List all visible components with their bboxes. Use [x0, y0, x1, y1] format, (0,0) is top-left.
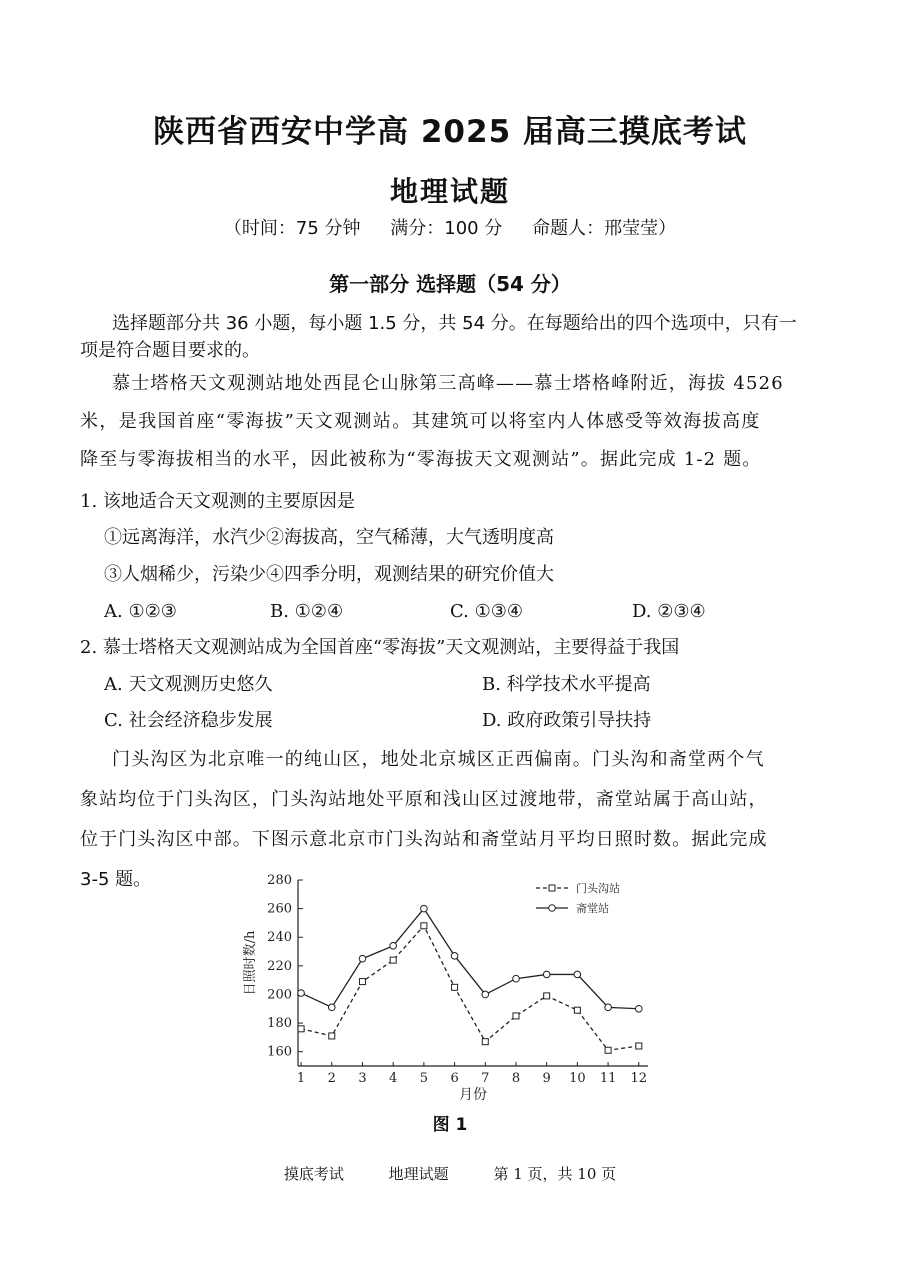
- data-point-square: [482, 1039, 488, 1045]
- exam-time: （时间：75 分钟: [223, 218, 361, 239]
- x-tick-label: 10: [569, 1071, 586, 1086]
- q2-option-b: B. 科学技术水平提高: [482, 674, 651, 695]
- data-point-square: [636, 1043, 642, 1049]
- legend-marker-circle: [549, 905, 556, 912]
- section-title: 第一部分 选择题（54 分）: [329, 272, 571, 296]
- data-point-square: [390, 957, 396, 963]
- passage2-line-4: 3-5 题。: [80, 869, 152, 890]
- x-tick-label: 9: [542, 1071, 551, 1086]
- x-tick-label: 5: [419, 1071, 429, 1086]
- footer-page: 第 1 页，共 10 页: [493, 1165, 617, 1183]
- q2-option-d: D. 政府政策引导扶持: [482, 710, 652, 731]
- exam-info: [0, 214, 900, 240]
- data-point-circle: [451, 953, 458, 960]
- exam-title: 陕西省西安中学高 2025 届高三摸底考试: [153, 114, 747, 150]
- sunshine-chart: [240, 866, 660, 1116]
- q2-stem: 2. 慕士塔格天文观测站成为全国首座“零海拔”天文观测站，主要得益于我国: [80, 637, 680, 658]
- passage2-line-1: 门头沟区为北京唯一的纯山区，地处北京城区正西偏南。门头沟和斋堂两个气: [112, 749, 765, 770]
- exam-author: 命题人：邢莹莹）: [532, 218, 677, 239]
- data-point-circle: [513, 975, 520, 982]
- exam-score: 满分：100 分: [390, 218, 503, 239]
- y-tick-label: 280: [267, 873, 292, 888]
- subject-title: 地理试题: [389, 175, 510, 208]
- y-tick-label: 160: [267, 1044, 292, 1060]
- x-tick-label: 12: [630, 1071, 648, 1086]
- data-point-circle: [359, 955, 366, 962]
- data-point-circle: [390, 943, 397, 950]
- data-point-circle: [543, 971, 550, 978]
- footer-subject: 地理试题: [388, 1165, 449, 1183]
- legend-marker-square: [549, 885, 555, 891]
- x-axis-label: 月份: [459, 1087, 487, 1103]
- data-point-square: [452, 984, 458, 990]
- q1-items-line-2: ③人烟稀少，污染少④四季分明，观测结果的研究价值大: [104, 564, 554, 585]
- y-tick-label: 260: [267, 901, 292, 917]
- q1-items-line-1: ①远离海洋，水汽少②海拔高，空气稀薄，大气透明度高: [104, 527, 554, 548]
- x-tick-label: 3: [358, 1071, 367, 1086]
- q2-option-a: A. 天文观测历史悠久: [104, 674, 273, 695]
- y-tick-label: 220: [267, 958, 292, 974]
- data-point-circle: [605, 1004, 612, 1011]
- series-line-1: [301, 926, 639, 1050]
- q1-stem: 1. 该地适合天文观测的主要原因是: [80, 491, 355, 512]
- data-point-square: [298, 1026, 304, 1032]
- data-point-circle: [298, 990, 305, 997]
- data-point-square: [421, 923, 427, 929]
- data-point-circle: [421, 905, 428, 912]
- series-line-2: [301, 909, 639, 1009]
- x-tick-label: 2: [327, 1071, 336, 1086]
- x-tick-label: 1: [296, 1071, 306, 1086]
- q1-option-a: A. ①②③: [104, 601, 177, 622]
- x-tick-label: 6: [450, 1071, 459, 1086]
- passage1-line-1: 慕士塔格天文观测站地处西昆仑山脉第三高峰——慕士塔格峰附近，海拔 4526: [112, 373, 784, 394]
- passage1-line-3: 降至与零海拔相当的水平，因此被称为“零海拔天文观测站”。据此完成 1-2 题。: [80, 449, 762, 470]
- data-point-circle: [574, 971, 581, 978]
- q1-option-b: B. ①②④: [270, 601, 344, 622]
- passage2-line-3: 位于门头沟区中部。下图示意北京市门头沟站和斋堂站月平均日照时数。据此完成: [80, 829, 768, 850]
- data-point-circle: [328, 1004, 335, 1011]
- y-tick-label: 200: [267, 987, 292, 1003]
- q1-option-d: D. ②③④: [632, 601, 706, 622]
- data-point-square: [513, 1013, 519, 1019]
- data-point-circle: [635, 1005, 642, 1012]
- page-footer: [0, 1163, 900, 1184]
- section-intro-line-1: 选择题部分共 36 小题，每小题 1.5 分，共 54 分。在每题给出的四个选项中，只有一: [112, 313, 797, 334]
- passage1-line-2: 米，是我国首座“零海拔”天文观测站。其建筑可以将室内人体感受等效海拔高度: [80, 411, 761, 432]
- figure-caption: 图 1: [432, 1115, 468, 1135]
- data-point-square: [329, 1033, 335, 1039]
- data-point-square: [605, 1047, 611, 1053]
- data-point-square: [574, 1007, 580, 1013]
- y-tick-label: 240: [267, 930, 292, 946]
- legend-label-2: 斋堂站: [576, 902, 609, 915]
- section-intro-line-2: 项是符合题目要求的。: [80, 340, 260, 361]
- q2-option-c: C. 社会经济稳步发展: [104, 710, 273, 731]
- data-point-square: [544, 993, 550, 999]
- x-tick-label: 11: [599, 1071, 617, 1086]
- x-tick-label: 4: [389, 1071, 398, 1086]
- footer-exam: 摸底考试: [283, 1165, 344, 1183]
- data-point-square: [359, 979, 365, 985]
- x-tick-label: 8: [511, 1071, 521, 1086]
- legend-label-1: 门头沟站: [576, 882, 620, 895]
- sunshine-chart-svg: [240, 866, 660, 1116]
- data-point-circle: [482, 991, 489, 998]
- y-tick-label: 180: [267, 1016, 292, 1032]
- passage2-line-2: 象站均位于门头沟区，门头沟站地处平原和浅山区过渡地带，斋堂站属于高山站，: [80, 789, 768, 810]
- x-tick-label: 7: [481, 1071, 490, 1086]
- y-axis-label: 日照时数/h: [243, 930, 258, 996]
- q1-option-c: C. ①③④: [450, 601, 523, 622]
